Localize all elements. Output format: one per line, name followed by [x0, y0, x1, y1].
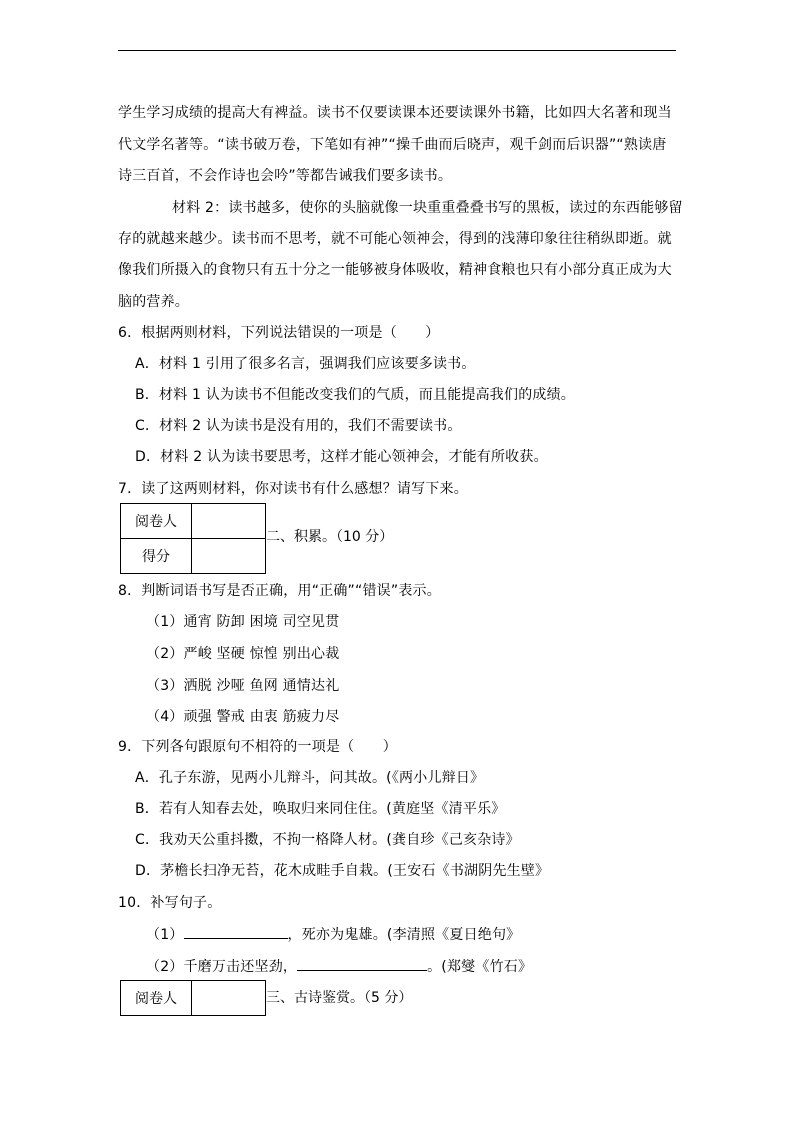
- material2-line-1: 材料 2：读书越多，使你的头脑就像一块重重叠叠书写的黑板，读过的东西能够留: [172, 200, 683, 216]
- material1-line-3: 诗三百首，不会作诗也会吟”等都告诫我们要多读书。: [118, 168, 453, 184]
- reviewer-label: 阅卷人: [121, 981, 192, 1016]
- question-6-option-d: D．材料 2 认为读书要思考，这样才能心领神会，才能有所收获。: [135, 449, 548, 465]
- material2-line-3: 像我们所摄入的食物只有五十分之一能够被身体吸收，精神食粮也只有小部分真正成为大: [118, 262, 672, 278]
- fill-blank-1[interactable]: [184, 924, 288, 939]
- reviewer-cell: [192, 504, 266, 539]
- score-box-1: [120, 503, 266, 574]
- question-9-stem: 9．下列各句跟原句不相符的一项是（ ）: [118, 739, 397, 755]
- score-label: 得分: [121, 539, 192, 574]
- header-rule: [118, 50, 676, 51]
- question-6-stem: 6．根据两则材料，下列说法错误的一项是（ ）: [118, 325, 440, 341]
- question-10-item-1: [146, 924, 520, 945]
- question-10-stem: 10．补写句子。: [118, 895, 222, 911]
- question-10-item-2: [146, 956, 532, 977]
- item-2-prefix: （2）千磨万击还坚劲，: [146, 959, 298, 975]
- reviewer-cell: [192, 981, 266, 1016]
- question-9-option-c: C．我劝天公重抖擞，不拘一格降人材。(龚自珍《己亥杂诗》: [135, 832, 520, 848]
- material1-line-2: 代文学名著等。“读书破万卷，下笔如有神”“操千曲而后晓声，观千剑而后识器”“熟读唐: [118, 137, 667, 153]
- question-8-stem: 8．判断词语书写是否正确，用“正确”“错误”表示。: [118, 583, 441, 599]
- question-8-item-2: （2）严峻 坚硬 惊惶 别出心裁: [146, 646, 340, 662]
- question-7-stem: 7．读了这两则材料，你对读书有什么感想？请写下来。: [118, 481, 468, 497]
- fill-blank-2[interactable]: [297, 956, 427, 971]
- question-6-option-a: A．材料 1 引用了很多名言，强调我们应该要多读书。: [135, 356, 476, 372]
- section-2-heading: 二、积累。（10 分）: [266, 529, 394, 545]
- question-8-item-3: （3）洒脱 沙哑 鱼网 通情达礼: [146, 678, 340, 694]
- question-9-option-d: D．茅檐长扫净无苔，花木成畦手自栽。(王安石《书湖阴先生壁》: [135, 863, 550, 879]
- material2-line-2: 存的就越来越少。读书而不思考，就不可能心领神会，得到的浅薄印象往往稍纵即逝。就: [118, 231, 672, 247]
- question-9-option-b: B．若有人知春去处，唤取归来同住住。(黄庭坚《清平乐》: [135, 801, 506, 817]
- item-2-suffix: 。(郑燮《竹石》: [427, 959, 533, 975]
- reviewer-label: 阅卷人: [121, 504, 192, 539]
- section-3-heading: 三、古诗鉴赏。（5 分）: [266, 990, 413, 1006]
- score-box-2: [120, 980, 266, 1016]
- item-1-suffix: ，死亦为鬼雄。(李清照《夏日绝句》: [287, 927, 521, 943]
- question-6-option-c: C．材料 2 认为读书是没有用的，我们不需要读书。: [135, 418, 462, 434]
- score-cell: [192, 539, 266, 574]
- question-8-item-1: （1）通宵 防卸 困境 司空见贯: [146, 614, 340, 630]
- material2-line-4: 脑的营养。: [118, 294, 189, 310]
- item-1-prefix: （1）: [146, 927, 184, 943]
- question-6-option-b: B．材料 1 认为读书不但能改变我们的气质，而且能提高我们的成绩。: [135, 387, 576, 403]
- material1-line-1: 学生学习成绩的提高大有裨益。读书不仅要读课本还要读课外书籍，比如四大名著和现当: [118, 105, 672, 121]
- question-9-option-a: A．孔子东游，见两小儿辩斗，问其故。(《两小儿辩日》: [135, 770, 485, 786]
- question-8-item-4: （4）顽强 警戒 由衷 筋疲力尽: [146, 709, 340, 725]
